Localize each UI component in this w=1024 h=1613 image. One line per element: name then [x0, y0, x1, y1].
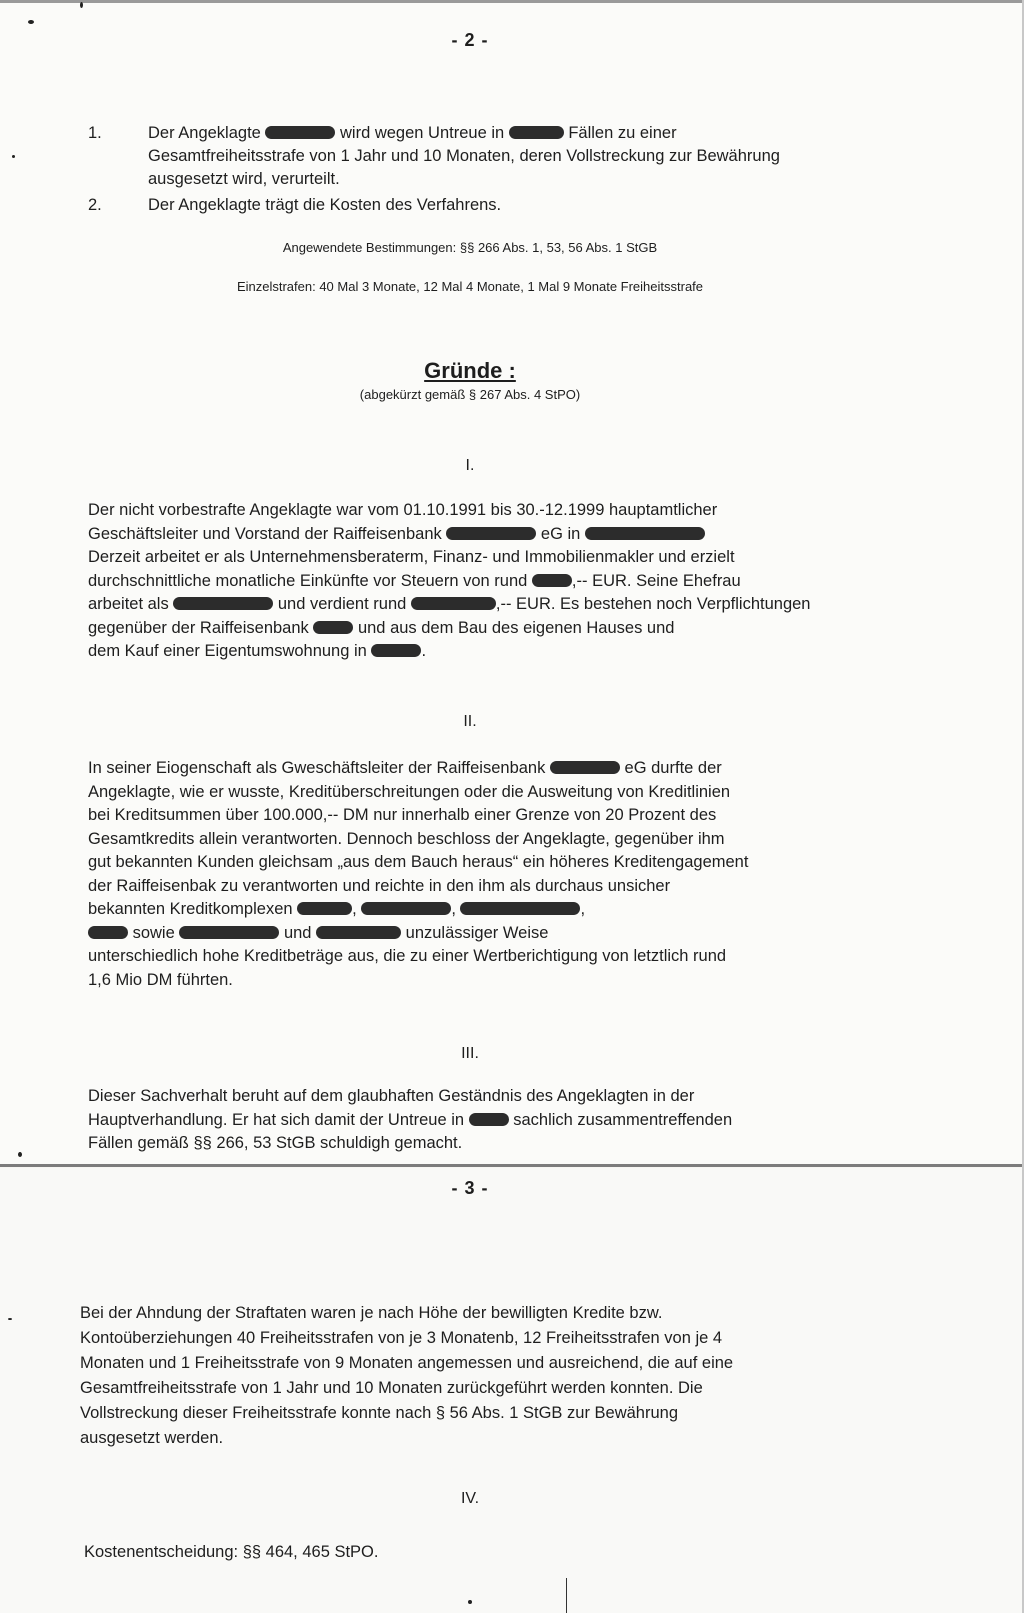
- text-line: unterschiedlich hohe Kreditbeträge aus, die zu einer Wertberichtigung von letztlich rund: [88, 947, 727, 965]
- page-separator: [0, 1164, 1024, 1167]
- text-line: Fällen gemäß §§ 266, 53 StGB schuldigh gemacht.: [88, 1134, 463, 1152]
- redaction-mark: [460, 902, 580, 915]
- verdict-item-2: Der Angeklagte trägt die Kosten des Verfahrens.: [148, 196, 502, 214]
- section-numeral-3: III.: [461, 1045, 479, 1062]
- text-line: In seiner Eiogenschaft als Gweschäftsleiter der Raiffeisenbank eG durfte der: [88, 759, 722, 777]
- text-line: Dieser Sachverhalt beruht auf dem glaubhaften Geständnis des Angeklagten in der: [88, 1087, 695, 1105]
- item-number: 2.: [88, 196, 102, 214]
- page-3-paragraph: [80, 1301, 850, 1451]
- text-line: Angeklagte, wie er wusste, Kreditüberschreitungen oder die Ausweitung von Kreditlinien: [88, 782, 731, 801]
- text-line: Gesamtfreiheitsstrafe von 1 Jahr und 10 Monaten zurückgeführt werden konnten. Die: [80, 1379, 703, 1397]
- redaction-mark: [509, 126, 564, 139]
- redaction-mark: [371, 644, 421, 657]
- text-line: Kontoüberziehungen 40 Freiheitsstrafen von je 3 Monatenb, 12 Freiheitsstrafen von je 4: [80, 1329, 723, 1347]
- redaction-mark: [446, 527, 536, 540]
- text-line: Monaten und 1 Freiheitsstrafe von 9 Monaten angemessen und ausreichend, die auf eine: [80, 1354, 734, 1372]
- text-line: gut bekannten Kunden gleichsam „aus dem Bauch heraus“ ein höheres Kreditengagement: [88, 853, 749, 871]
- page-number-2: - 2 -: [451, 30, 489, 50]
- redaction-mark: [265, 126, 335, 139]
- redaction-mark: [361, 902, 451, 915]
- applied-provisions: Angewendete Bestimmungen: §§ 266 Abs. 1, 53, 56 Abs. 1 StGB: [282, 240, 658, 255]
- section-3-paragraph: [88, 1085, 858, 1156]
- text-line: sowie und unzulässiger Weise: [88, 922, 858, 946]
- redaction-mark: [297, 902, 352, 915]
- redaction-mark: [532, 574, 572, 587]
- text-line: gegenüber der Raiffeisenbank und aus dem Bau des eigenen Hauses und: [88, 618, 675, 637]
- redaction-mark: [469, 1113, 509, 1126]
- text-line: bekannten Kreditkomplexen , , ,: [88, 900, 586, 918]
- verdict-item-1: [148, 122, 798, 191]
- reasons-note: (abgekürzt gemäß § 267 Abs. 4 StPO): [359, 387, 581, 402]
- text-line: Der nicht vorbestrafte Angeklagte war vom 01.10.1991 bis 30.-12.1999 hauptamtlicher: [88, 501, 718, 519]
- item-number: 1.: [88, 124, 102, 142]
- scan-speck: [8, 1318, 12, 1320]
- text-line: Derzeit arbeitet er als Unternehmensberaterm, Finanz- und Immobilienmakler und erzielt: [88, 548, 735, 566]
- scan-speck: [18, 1152, 22, 1157]
- text-line: dem Kauf einer Eigentumswohnung in .: [88, 642, 427, 660]
- section-numeral-1: I.: [465, 457, 475, 474]
- text-line: Geschäftsleiter und Vorstand der Raiffeisenbank eG in: [88, 523, 858, 547]
- scan-speck: [80, 2, 83, 8]
- redaction-mark: [313, 621, 353, 634]
- text-line: arbeitet als und verdient rund ,-- EUR. Es bestehen noch Verpflichtungen: [88, 595, 811, 613]
- redaction-mark: [585, 527, 705, 540]
- text-line: Hauptverhandlung. Er hat sich damit der Untreue in sachlich zusammentreffenden: [88, 1110, 733, 1129]
- text-line: 1,6 Mio DM führten.: [88, 970, 233, 989]
- scan-speck: [12, 155, 15, 158]
- section-2-paragraph: [88, 757, 858, 992]
- text-line: der Raiffeisenbak zu verantworten und reichte in den ihm als durchaus unsicher: [88, 876, 671, 895]
- redaction-mark: [88, 926, 128, 939]
- redaction-mark: [179, 926, 279, 939]
- text-line: Bei der Ahndung der Straftaten waren je nach Höhe der bewilligten Kredite bzw.: [80, 1304, 663, 1322]
- redaction-mark: [173, 597, 273, 610]
- redaction-mark: [411, 597, 496, 610]
- top-edge: [0, 0, 1024, 3]
- verdict-text-1: Der Angeklagte wird wegen Untreue in Fällen zu einer Gesamtfreiheitsstrafe von 1 Jahr und 10 Monaten, deren Vollstreckung zur Bewährung ausgesetzt wird, verurteilt.: [148, 124, 780, 188]
- text-line: durchschnittliche monatliche Einkünfte vor Steuern von rund ,-- EUR. Seine Ehefrau: [88, 571, 741, 590]
- redaction-mark: [550, 761, 620, 774]
- section-1-paragraph: [88, 499, 858, 664]
- individual-sentences: Einzelstrafen: 40 Mal 3 Monate, 12 Mal 4 Monate, 1 Mal 9 Monate Freiheitsstrafe: [236, 279, 704, 294]
- text-line: Gesamtkredits allein verantworten. Dennoch beschloss der Angeklagte, gegenüber ihm: [88, 829, 725, 848]
- section-numeral-4: IV.: [460, 1490, 480, 1507]
- text-line: Vollstreckung dieser Freiheitsstrafe konnte nach § 56 Abs. 1 StGB zur Bewährung: [80, 1404, 678, 1422]
- redaction-mark: [316, 926, 401, 939]
- scan-speck: [468, 1600, 472, 1604]
- scan-speck: [28, 20, 34, 24]
- text-line: ausgesetzt werden.: [80, 1429, 224, 1447]
- page-number-3: - 3 -: [451, 1178, 489, 1198]
- pen-mark: [566, 1578, 567, 1613]
- costs-decision: Kostenentscheidung: §§ 464, 465 StPO.: [84, 1543, 379, 1561]
- section-numeral-2: II.: [463, 713, 477, 730]
- reasons-heading: Gründe :: [424, 358, 516, 383]
- text-line: bei Kreditsummen über 100.000,-- DM nur innerhalb einer Grenze von 20 Prozent des: [88, 806, 717, 824]
